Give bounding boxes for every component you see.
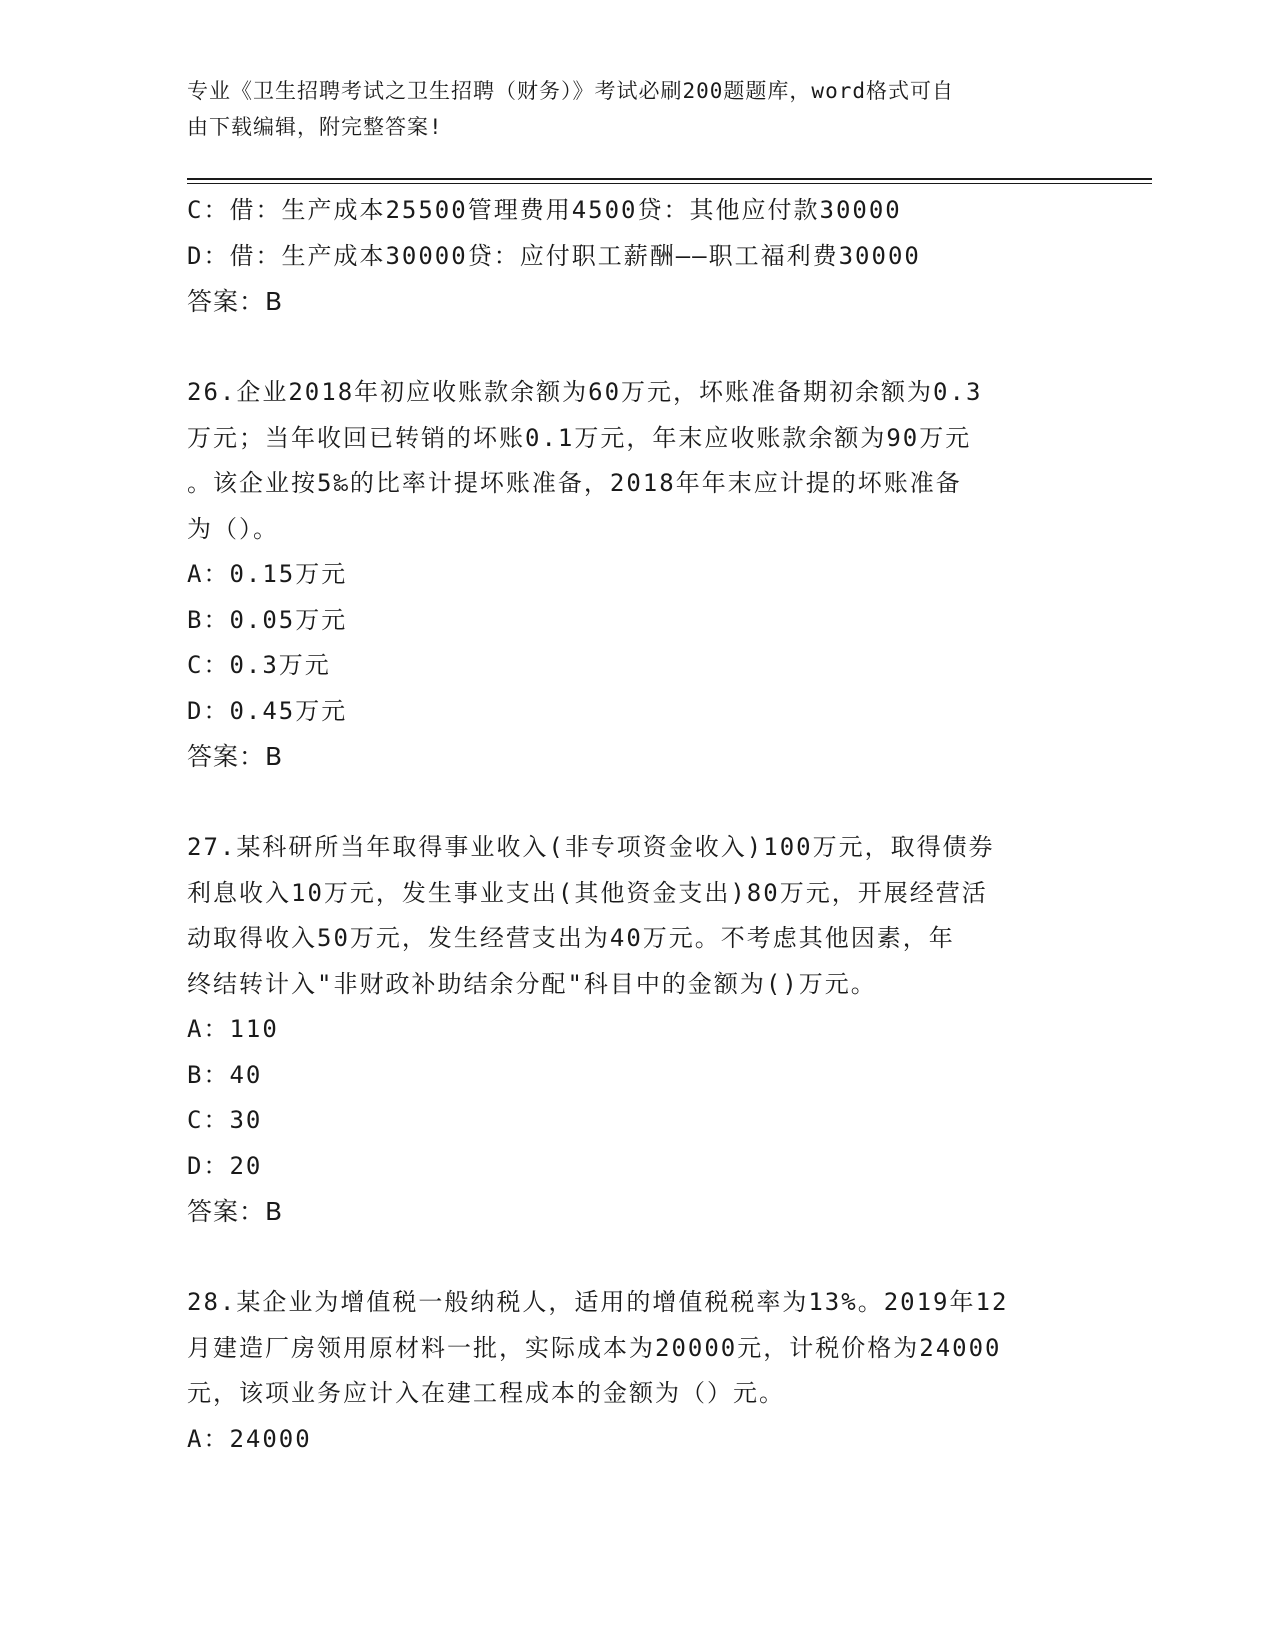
header-divider-thick xyxy=(187,178,1152,180)
option-d: D：20 xyxy=(187,1151,263,1180)
option-c: C：30 xyxy=(187,1106,263,1134)
question-stem-line: 为（）。 xyxy=(187,514,279,543)
option-c: C：0.3万元 xyxy=(187,651,331,679)
option-a: A：24000 xyxy=(187,1424,312,1453)
question-stem-line: 万元；当年收回已转销的坏账0.1万元，年末应收账款余额为90万元 xyxy=(187,423,972,452)
option-b: B：0.05万元 xyxy=(187,605,348,634)
option-a: A：110 xyxy=(187,1015,279,1043)
question-gap xyxy=(187,780,1087,826)
option-b: B：40 xyxy=(187,1060,263,1089)
question-27 xyxy=(187,825,1087,1235)
header-divider-thin xyxy=(187,183,1152,184)
question-stem-line: 终结转计入"非财政补助结余分配"科目中的金额为()万元。 xyxy=(187,969,877,998)
option-c: C：借：生产成本25500管理费用4500贷：其他应付款30000 xyxy=(187,196,902,224)
question-stem-line: 动取得收入50万元，发生经营支出为40万元。不考虑其他因素，年 xyxy=(187,924,955,952)
header-title-line-2: 由下载编辑，附完整答案! xyxy=(187,115,443,139)
question-gap xyxy=(187,325,1087,371)
question-28 xyxy=(187,1280,1087,1462)
question-stem-line: 月建造厂房领用原材料一批，实际成本为20000元，计税价格为24000 xyxy=(187,1333,1002,1362)
question-25-tail xyxy=(187,188,1087,325)
question-stem-line: 利息收入10万元，发生事业支出(其他资金支出)80万元，开展经营活 xyxy=(187,878,988,907)
document-body xyxy=(187,188,1087,1462)
answer-line: 答案：B xyxy=(187,1197,284,1226)
answer-line: 答案：B xyxy=(187,287,284,316)
option-d: D：0.45万元 xyxy=(187,696,348,725)
document-header xyxy=(187,73,1087,145)
option-d: D：借：生产成本30000贷：应付职工薪酬——职工福利费30000 xyxy=(187,241,921,270)
question-stem-line: 元，该项业务应计入在建工程成本的金额为（）元。 xyxy=(187,1379,785,1407)
question-stem-line: 。该企业按5‰的比率计提坏账准备，2018年年末应计提的坏账准备 xyxy=(187,469,962,497)
question-26 xyxy=(187,370,1087,780)
option-a: A：0.15万元 xyxy=(187,560,348,588)
answer-line: 答案：B xyxy=(187,742,284,771)
header-title-line-1: 专业《卫生招聘考试之卫生招聘（财务）》考试必刷200题题库，word格式可自 xyxy=(187,79,954,103)
question-stem-line: 27.某科研所当年取得事业收入(非专项资金收入)100万元，取得债券 xyxy=(187,833,995,861)
question-stem-line: 28.某企业为增值税一般纳税人，适用的增值税税率为13%。2019年12 xyxy=(187,1288,1009,1316)
question-gap xyxy=(187,1235,1087,1281)
question-stem-line: 26.企业2018年初应收账款余额为60万元，坏账准备期初余额为0.3 xyxy=(187,378,983,406)
